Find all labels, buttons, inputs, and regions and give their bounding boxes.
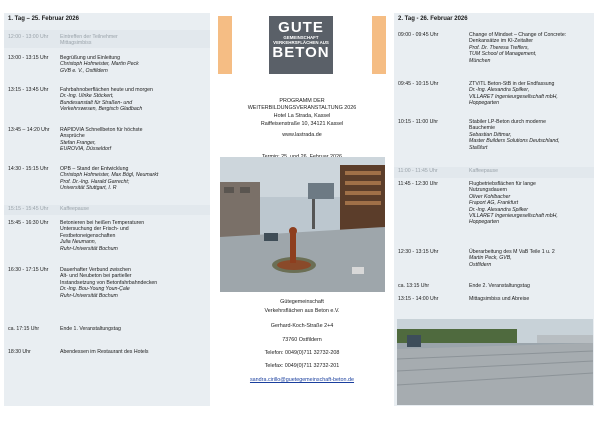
session-speaker: Martin Peck, GVB,: [469, 255, 512, 262]
session-speaker: Dr.-Ing. Ulrike Stöckert,: [60, 93, 114, 100]
gute-beton-logo: [269, 16, 333, 74]
schedule-row: [8, 55, 207, 74]
session-details: [60, 220, 207, 252]
session-title: Instandsetzung von Betonfahrbahndecken: [60, 279, 158, 286]
session-speaker: Hoppegarten: [469, 219, 499, 226]
session-speaker: Julia Neumann,: [60, 239, 97, 246]
session-time: 11:45 - 12:30 Uhr: [398, 181, 438, 187]
session-time: 12:30 - 13:15 Uhr: [398, 249, 439, 255]
session-time: 14:30 - 15:15 Uhr: [8, 166, 49, 172]
session-speaker: Ruhr-Universität Bochum: [60, 292, 118, 299]
session-time: 18:30 Uhr: [8, 349, 31, 355]
venue-name: Hotel La Strada, Kassel: [273, 113, 331, 119]
session-title: Change of Mindset – Change of Concrete:: [469, 32, 567, 38]
schedule-row: [8, 326, 207, 332]
session-speaker: Sebastian Dittmar,: [469, 131, 512, 138]
session-speaker: VILLARET Ingenieurgesellschaft mbH,: [469, 93, 558, 100]
logo-accent-right: [372, 16, 386, 74]
session-title: OPB – Stand der Entwicklung: [60, 166, 129, 172]
schedule-row: [398, 81, 591, 107]
schedule-row: [8, 34, 207, 47]
session-details: [469, 249, 591, 268]
program-title-2: WEITERBILDUNGSVERANSTALTUNG 2026: [247, 105, 357, 111]
session-title: Ende 2. Veranstaltungstag: [469, 283, 530, 289]
session-title: Nutzungsdauern: [469, 187, 508, 194]
session-details: [60, 267, 207, 299]
session-speaker: Christoph Hofmeister, Max Bögl, Neumarkt: [60, 172, 159, 179]
session-speaker: Ruhr-Universität Bochum: [60, 245, 118, 252]
session-title: Eintreffen der Teilnehmer: [60, 34, 118, 40]
concrete-road-photo: [397, 319, 593, 405]
session-speaker: Master Builders Solutions Deutschland,: [469, 138, 560, 145]
contact-email-link[interactable]: sandra.cirillo@guetegemeinschaft-beton.de: [249, 377, 355, 383]
session-details: [60, 206, 207, 212]
session-time: 13:15 - 13:45 Uhr: [8, 87, 49, 93]
session-title: Denkansätze im KI-Zeitalter: [469, 38, 534, 45]
schedule-row: [8, 349, 207, 355]
session-time: 13:15 - 14:00 Uhr: [398, 296, 439, 302]
session-title: Dauerhafter Verbund zwischen: [60, 267, 131, 273]
session-speaker: Dr.-Ing. Bou-Young Youn-Çale: [60, 286, 130, 293]
schedule-row: [8, 220, 207, 252]
org-city: 73760 Ostfildern: [282, 337, 322, 343]
session-title: Überarbeitung des M VaB Teile 1 u. 2: [469, 249, 555, 255]
org-phone: Telefon: 0049(0)711 32732-208: [264, 350, 340, 356]
session-title: Flugbetriebsflächen für lange: [469, 181, 536, 187]
session-details: [60, 87, 207, 113]
session-details: [60, 34, 207, 47]
center-panel: [214, 13, 390, 406]
session-speaker: GVB e. V., Ostfildern: [60, 67, 108, 74]
schedule-row: [8, 87, 207, 113]
schedule-row: [8, 166, 207, 192]
logo-accent-left: [218, 16, 232, 74]
org-street: Gerhard-Koch-Straße 2+4: [270, 323, 334, 329]
session-speaker: Staßfurt: [469, 144, 488, 151]
session-speaker: Bundesanstalt für Straßen- und: [60, 99, 133, 106]
session-speaker: TUM School of Management,: [469, 51, 537, 58]
session-time: 15:45 - 16:30 Uhr: [8, 220, 49, 226]
session-speaker: Hoppegarten: [469, 100, 499, 107]
session-title: Begrüßung und Einleitung: [60, 55, 120, 61]
session-details: [60, 55, 207, 74]
hotel-photo: [220, 157, 385, 292]
session-details: [469, 181, 591, 226]
schedule-row: [8, 127, 207, 153]
session-details: [469, 81, 591, 107]
session-title: Alt- und Neubeton bei partieller: [60, 273, 132, 280]
session-speaker: Dr.-Ing. Alexandra Spilker,: [469, 87, 530, 94]
org-name-2: Verkehrsflächen aus Beton e.V.: [264, 308, 340, 314]
org-name: Gütegemeinschaft: [280, 299, 324, 305]
session-time: 13:00 - 13:15 Uhr: [8, 55, 49, 61]
logo-top-text: GUTE: [278, 19, 324, 36]
session-time: 09:00 - 09:45 Uhr: [398, 32, 439, 38]
schedule-row: [398, 296, 591, 302]
day2-panel: [394, 13, 594, 406]
session-speaker: VILLARET Ingenieurgesellschaft mbH,: [469, 213, 558, 220]
session-title: Festbetoneigenschaften: [60, 232, 116, 239]
session-title: Fahrbahnoberflächen heute und morgen: [60, 87, 153, 93]
session-details: [469, 119, 591, 151]
schedule-row: [398, 249, 591, 268]
session-speaker: EUROVIA, Düsseldorf: [60, 146, 112, 153]
session-title: ZTV/TL Beton-StB in der Endfassung: [469, 81, 555, 87]
session-title: Ansprüche: [60, 133, 85, 140]
session-details: [60, 326, 207, 332]
session-speaker: Christoph Hofmeister, Martin Peck: [60, 61, 139, 68]
session-speaker: Prof. Dr. Theresa Treffers,: [469, 44, 529, 51]
session-title: Stabiler LP-Beton durch moderne: [469, 119, 546, 125]
session-details: [60, 127, 207, 153]
session-details: [469, 283, 591, 289]
logo-bottom-text: BETON: [272, 44, 330, 61]
session-time: 09:45 - 10:15 Uhr: [398, 81, 439, 87]
session-title: Betonieren bei heißen Temperaturen: [60, 220, 145, 226]
venue-website[interactable]: www.lastrada.de: [282, 132, 322, 138]
schedule-row: [398, 181, 591, 226]
org-fax: Telefax: 0049(0)711 32732-201: [264, 363, 340, 369]
session-speaker: Dr.-Ing. Alexandra Spilker: [469, 206, 529, 213]
logo-middle-text: GEMEINSCHAFT VERKEHRSFLÄCHEN AUS: [273, 35, 329, 45]
session-speaker: Fraport AG, Frankfurt: [469, 200, 519, 207]
schedule-row: [8, 206, 207, 212]
session-time: 12:00 - 13:00 Uhr: [8, 34, 49, 40]
session-title: Abendessen im Restaurant des Hotels: [60, 349, 149, 355]
session-time: 11:00 - 11:45 Uhr: [398, 168, 438, 174]
day1-panel: [4, 13, 210, 406]
schedule-row: [398, 168, 591, 174]
session-time: ca. 13:15 Uhr: [398, 283, 430, 289]
session-details: [469, 168, 591, 174]
session-speaker: Prof. Dr.-Ing. Harald Garrecht;: [60, 178, 130, 185]
session-speaker: Verkehrswesen, Bergisch Gladbach: [60, 106, 143, 113]
session-time: 13:45 – 14:20 Uhr: [8, 127, 50, 133]
schedule-row: [398, 32, 591, 64]
session-title: Bauchemie: [469, 125, 495, 132]
session-speaker: Ostfildern: [469, 261, 492, 268]
session-title: Untersuchung der Frisch- und: [60, 226, 129, 233]
session-time: 15:15 - 15:45 Uhr: [8, 206, 49, 212]
program-title: PROGRAMM DER: [279, 98, 325, 104]
session-details: [60, 166, 207, 192]
session-title: Kaffeepause: [60, 206, 90, 212]
session-details: [469, 32, 591, 64]
venue-address: Raiffeisenstraße 10, 34121 Kassel: [260, 121, 344, 127]
session-details: [469, 296, 591, 302]
day1-heading: 1. Tag – 25. Februar 2026: [8, 16, 79, 22]
session-title: Kaffeepause: [469, 168, 499, 174]
day2-heading: 2. Tag - 26. Februar 2026: [398, 16, 468, 22]
session-title: Mittagsimbiss: [60, 40, 92, 47]
schedule-row: [8, 267, 207, 299]
session-time: ca. 17:15 Uhr: [8, 326, 40, 332]
session-details: [60, 349, 207, 355]
session-title: Ende 1. Veranstaltungstag: [60, 326, 121, 332]
session-speaker: Stefan Franger,: [60, 139, 96, 146]
session-speaker: München: [469, 57, 491, 64]
session-speaker: Oliver Kohlbacher: [469, 193, 511, 200]
session-title: RAPIDVIA Schnellbeton für höchste: [60, 127, 143, 133]
session-title: Mittagsimbiss und Abreise: [469, 296, 530, 302]
session-speaker: Universität Stuttgart, I. R: [60, 185, 117, 192]
schedule-row: [398, 119, 591, 151]
session-time: 10:15 - 11:00 Uhr: [398, 119, 438, 125]
schedule-row: [398, 283, 591, 289]
session-time: 16:30 - 17:15 Uhr: [8, 267, 49, 273]
